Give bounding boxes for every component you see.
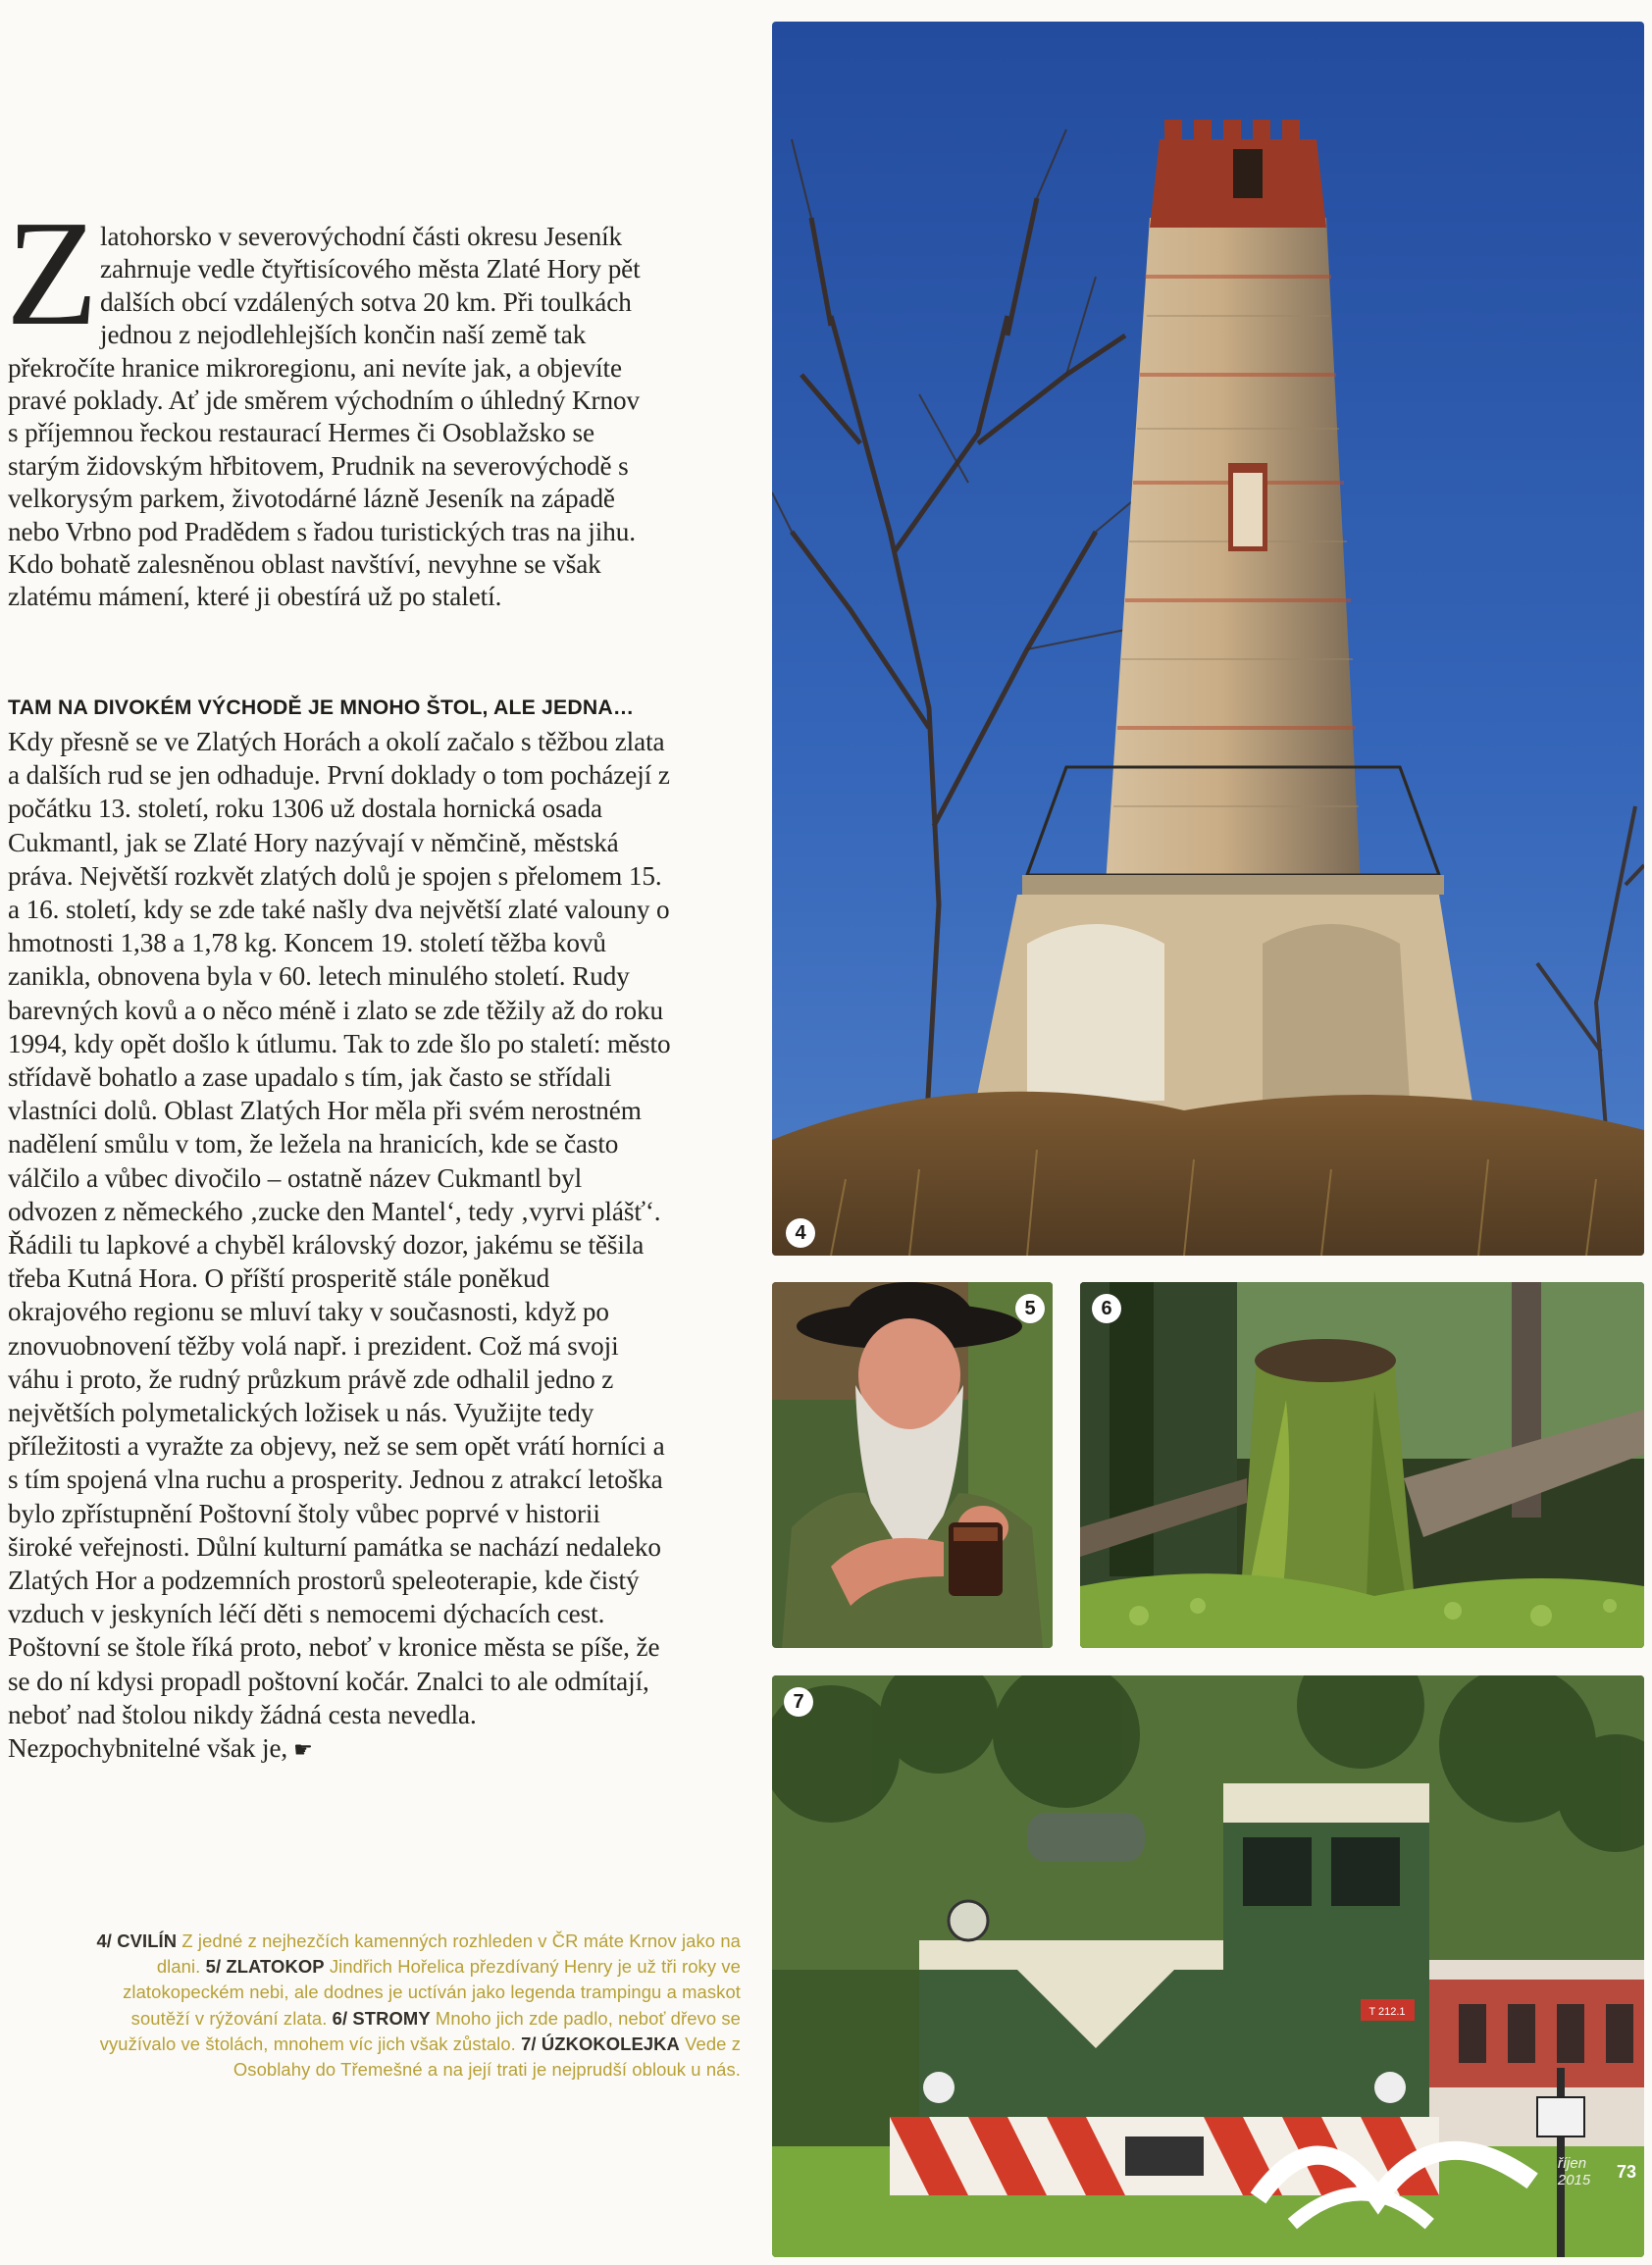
photo-captions: [59, 1929, 741, 2083]
photo-cvilin-tower: [772, 22, 1644, 1256]
caption-4-text: Z jedné z nejhezčích kamenných rozhleden v ČR máte Krnov jako na dlani.: [156, 1930, 741, 1978]
caption-7-text: Vede z Osoblahy do Třemešné a na její trati je nejprudší oblouk u nás.: [232, 2033, 741, 2081]
article-column: [0, 0, 757, 2265]
locomotive-number-plate: T 212.1: [1368, 2006, 1406, 2018]
page-number: 73: [1616, 2161, 1636, 2182]
body-text: Kdy přesně se ve Zlatých Horách a okolí začalo s těžbou zlata a dalších rud se jen odhaduje. První doklady o tom pocházejí z počátku 13. století, roku 1306 už dostala hornická osada Cukmantl, jak se Zlaté Hory nazývají v němčině, městská práva. Největší rozkvět zlatých dolů je spojen s přelomem 15. a 16. století, kdy se zde také našly dva největší zlaté valouny o hmotnosti 1,38 a 1,78 kg. Koncem 19. století těžba kovů zanikla, obnovena byla v 60. letech minulého století. Rudy barevných kovů a o něco méně i zlato se zde těžily až do roku 1994, kdy opět došlo k útlumu. Tak to zde šlo po staletí: město střídavě bohatlo a zase upadalo s tím, jak často se střídali vlastníci dolů. Oblast Zlatých Hor měla při svém nerostném nadělení smůlu v tom, že ležela na hranicích, kde se často válčilo a vůbec divočilo – ostatně název Cukmantl byl odvozen z německého ‚zucke den Mantel‘, tedy ‚vyrvi plášť‘. Řádili tu lapkové a chyběl královský dozor, jakému se těšila třeba Kutná Hora. O příští prosperitě stále poněkud okrajového regionu se mluví taky v současnosti, když po znovuobnovení těžby volá např. i prezident. Což má svoji váhu i proto, že rudný průzkum právě zde odhalil jedno z největších polymetalických ložisek u nás. Využijte tedy příležitosti a vyražte za objevy, než se sem opět vrátí horníci a s tím spojená vlna ruchu a prosperity. Jednou z atrakcí letoška bylo zpřístupnění Poštovní štoly vůbec poprvé v historii široké veřejnosti. Důlní kulturní památka se nachází nedaleko Zlatých Hor a podzemních prostorů speleoterapie, kde čistý vzduch v jeskyních léčí děti s nemocemi dýchacích cest. Poštovní se štole říká proto, neboť v kronice města se píše, že se do ní kdysi propadl poštovní kočár. Znalci to ale odmítají, neboť nad štolou nikdy žádná cesta nevedla. Nezpochybnitelné však je,: [8, 727, 671, 1764]
photo-4-number-badge: 4: [786, 1218, 815, 1248]
page-footer: [1241, 2095, 1636, 2249]
photo-narrow-gauge-train: [772, 1675, 1644, 2257]
forest-illustration: [1080, 1282, 1644, 1648]
photo-goldminer: [772, 1282, 1053, 1648]
caption-5-text: Jindřich Hořelica přezdívaný Henry je už tři roky ve zlatokopeckém nebi, ale dodnes je uctíván jako legenda trampingu a maskot soutěží v rýžování zlata.: [123, 1956, 741, 2029]
intro-text: latohorsko v severovýchodní části okresu Jeseník zahrnuje vedle čtyřtisícového města Zlaté Hory pět dalších obcí vzdálených sotva 20 km. Při toulkách jednou z nejodlehlejších končin naší země tak překročíte hranice mikroregionu, ani nevíte jak, a objevíte pravé poklady. Ať jde směrem východním o úhledný Krnov s příjemnou řeckou restaurací Hermes či Osoblažsko se starým židovským hřbitovem, Prudnik na severovýchodě s velkorysým parkem, životodárné lázně Jeseník na západě nebo Vrbno pod Pradědem s řadou turistických tras na jihu. Kdo bohatě zalesněnou oblast navštíví, nevyhne se však zlatému mámení, které ji obestírá už po staletí.: [8, 222, 641, 612]
goldminer-illustration: [772, 1282, 1053, 1648]
continue-pointer-icon: ☛: [293, 1738, 313, 1764]
caption-5-label: 5/ ZLATOKOP: [205, 1956, 325, 1978]
intro-paragraph: [6, 190, 655, 614]
photo-6-number-badge: 6: [1092, 1294, 1121, 1323]
photo-forest: [1080, 1282, 1644, 1648]
magazine-logo-icon: [1241, 2095, 1550, 2249]
tower-illustration: [772, 22, 1644, 1256]
section-heading: TAM NA DIVOKÉM VÝCHODĚ JE MNOHO ŠTOL, ALE JEDNA…: [8, 696, 635, 719]
drop-cap: Z: [6, 190, 98, 357]
issue-date: říjen 2015: [1557, 2155, 1591, 2189]
caption-6-text: Mnoho jich zde padlo, neboť dřevo se využívalo ve štolách, mnohem víc jich však zůstalo.: [99, 2007, 741, 2054]
photo-5-number-badge: 5: [1015, 1294, 1045, 1323]
caption-6-label: 6/ STROMY: [332, 2007, 431, 2029]
caption-4-label: 4/ CVILÍN: [96, 1930, 178, 1951]
caption-7-label: 7/ ÚZKOKOLEJKA: [521, 2033, 680, 2054]
article-body: [8, 725, 671, 1768]
photo-7-number-badge: 7: [784, 1687, 813, 1717]
